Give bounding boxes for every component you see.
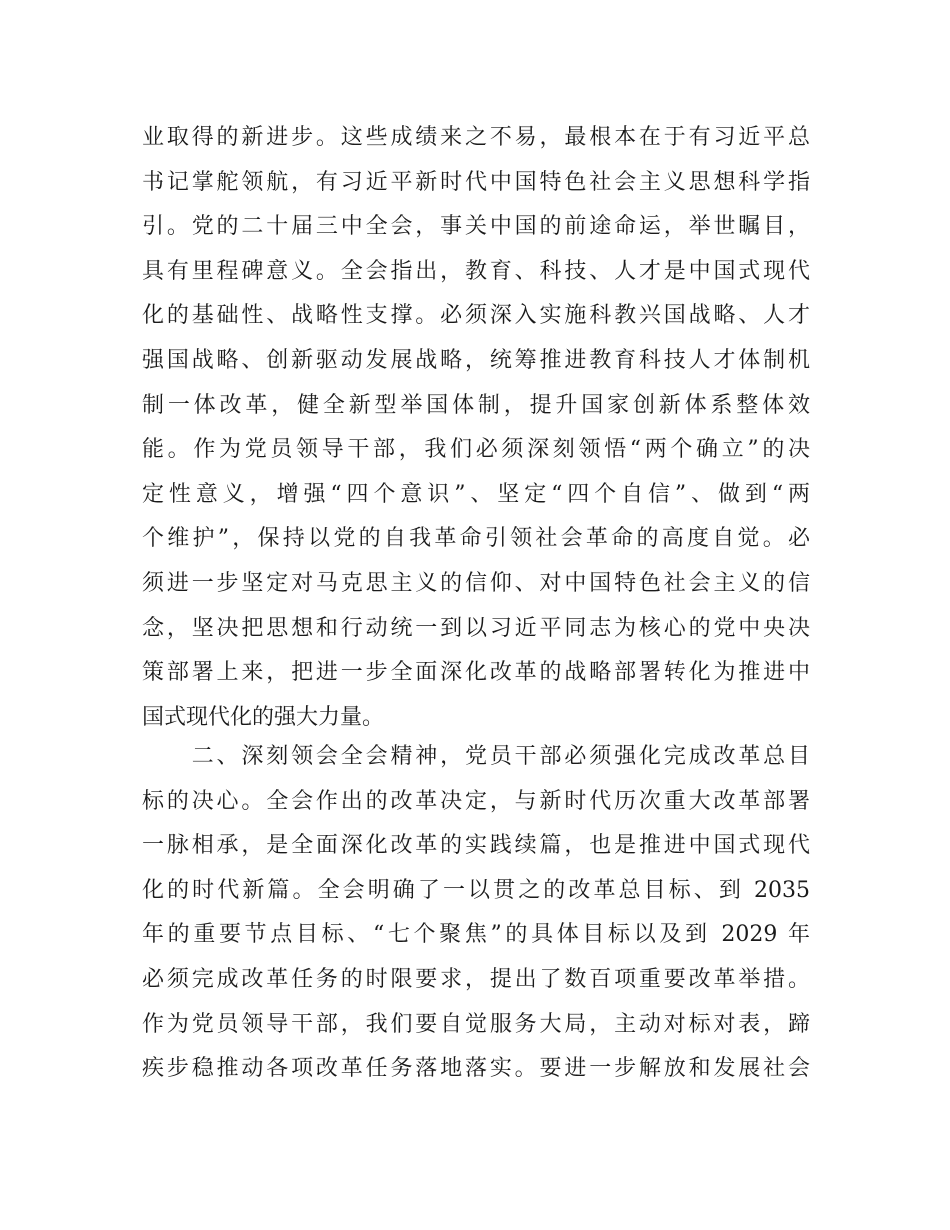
text-line: 业取得的新进步。这些成绩来之不易，最根本在于有习近平总 [142,125,810,150]
text-line: 能。作为党员领导干部，我们必须深刻领悟“两个确立”的决 [142,437,810,463]
paragraph-1 [142,116,810,740]
text-line: 具有里程碑意义。全会指出，教育、科技、人才是中国式现代 [142,258,810,284]
text-line: 个维护”，保持以党的自我革命引领社会革命的高度自觉。必 [142,526,810,552]
text-line: 念，坚决把思想和行动统一到以习近平同志为核心的党中央决 [142,615,810,641]
text-line: 二、深刻领会全会精神，党员干部必须强化完成改革总目 [142,744,810,769]
text-line: 化的时代新篇。全会明确了一以贯之的改革总目标、到 2035 [142,877,810,903]
text-line: 一脉相承，是全面深化改革的实践续篇，也是推进中国式现代 [142,833,810,859]
text-line: 年的重要节点目标、“七个聚焦”的具体目标以及到 2029 年 [142,922,810,948]
text-line: 引。党的二十届三中全会，事关中国的前途命运，举世瞩目， [142,214,810,240]
text-line: 策部署上来，把进一步全面深化改革的战略部署转化为推进中 [142,660,810,686]
text-line: 作为党员领导干部，我们要自觉服务大局，主动对标对表，蹄 [142,1011,810,1037]
text-line: 国式现代化的强大力量。 [142,704,385,730]
text-line: 定性意义，增强“四个意识”、坚定“四个自信”、做到“两 [142,481,810,507]
text-line: 必须完成改革任务的时限要求，提出了数百项重要改革举措。 [142,966,810,992]
text-line: 须进一步坚定对马克思主义的信仰、对中国特色社会主义的信 [142,570,810,596]
text-line: 制一体改革，健全新型举国体制，提升国家创新体系整体效 [142,392,810,418]
text-line: 强国战略、创新驱动发展战略，统筹推进教育科技人才体制机 [142,347,810,373]
text-line: 标的决心。全会作出的改革决定，与新时代历次重大改革部署 [142,788,810,814]
paragraph-2 [142,735,810,1092]
text-line: 化的基础性、战略性支撑。必须深入实施科教兴国战略、人才 [142,303,810,329]
text-line: 疾步稳推动各项改革任务落地落实。要进一步解放和发展社会 [142,1056,810,1082]
text-line: 书记掌舵领航，有习近平新时代中国特色社会主义思想科学指 [142,169,810,195]
